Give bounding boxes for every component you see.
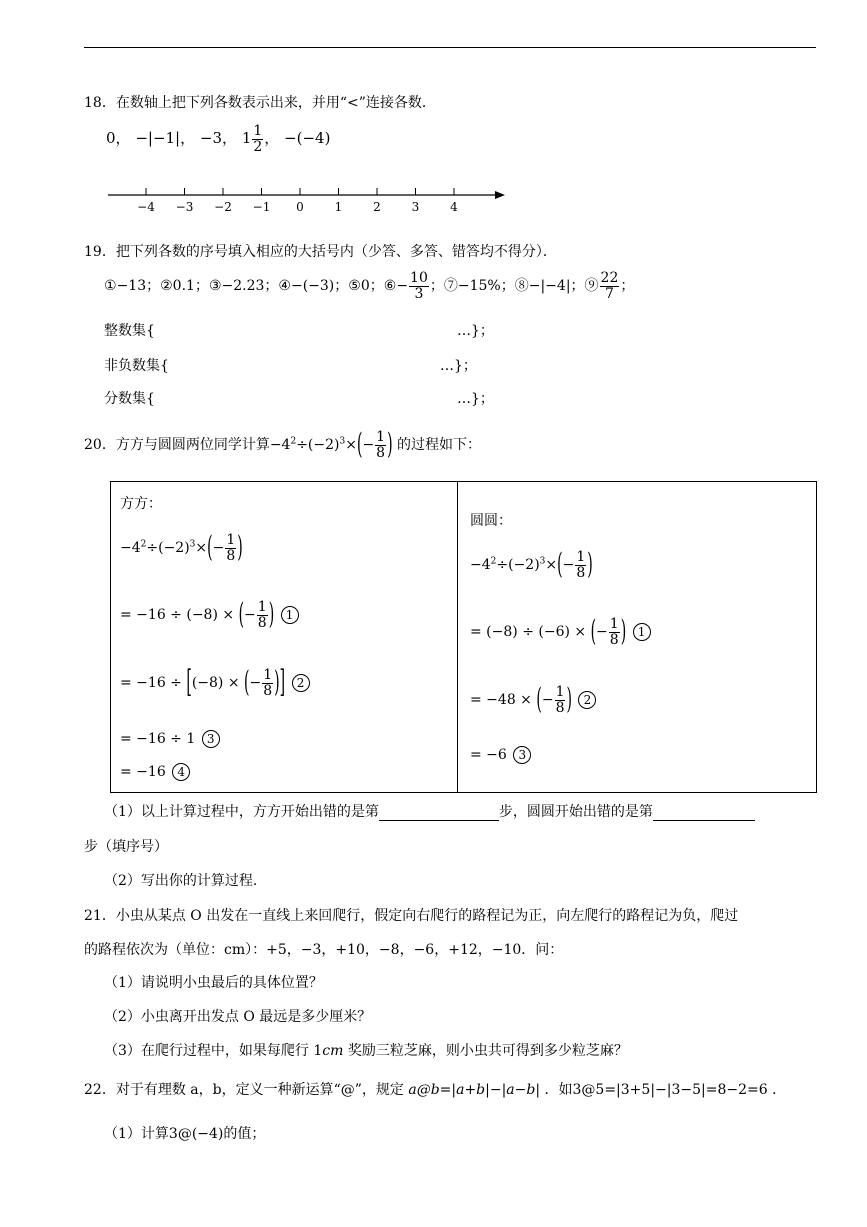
tick-label: 2 — [373, 200, 381, 214]
q18-numbers: 0， −|−1|， −3， 1 $\frac{1}{2}$ ， −(−4) — [106, 123, 331, 155]
q22-line: 22．对于有理数 a，b，定义一种新运算“@”，规定 a@b=|a+b|−|a−b| ．如3@5=|3+5|−|3−5|=8−2=6 ． — [84, 1082, 787, 1098]
yuanyuan-step0: $-4^2\div(-2)^3\times(-$ $\frac{1}{8}$ ) — [470, 548, 593, 582]
tick-label: 4 — [450, 200, 458, 214]
tick-label: 3 — [411, 200, 420, 214]
q21-line2: 的路程依次为（单位：cm）：+5，−3，+10，−8，−6，+12，−10．问： — [84, 942, 564, 958]
fangfang-step3: = −16 ÷ 1 3 — [120, 730, 222, 748]
tick-label: −3 — [175, 200, 194, 214]
set-integer-end: …}； — [457, 323, 494, 339]
tick-label: −1 — [252, 200, 271, 214]
q21-sub3: （3）在爬行过程中，如果每爬行 1cm 奖励三粒芝麻，则小虫共可得到多少粒芝麻？ — [104, 1043, 628, 1059]
q22-sub1: （1）计算3@(−4)的值； — [104, 1126, 266, 1142]
number-line — [100, 185, 510, 215]
tick-label: −4 — [137, 200, 155, 214]
q19-items: ①−13；②0.1；③−2.23；④−(−3)；⑤0；⑥− $\frac{10}{3}$ ；⑦−15%；⑧−|−4|；⑨ $\frac{22}{7}$ ； — [104, 270, 635, 302]
set-fraction-end: …}； — [457, 391, 494, 407]
tick-label: −2 — [214, 200, 232, 214]
q21-line1: 21．小虫从某点 O 出发在一直线上来回爬行，假定向右爬行的路程记为正，向左爬行的路程记为负，爬过 — [84, 908, 739, 924]
yuanyuan-label: 圆圆： — [470, 513, 512, 529]
q19-title: 19．把下列各数的序号填入相应的大括号内（少答、多答、错答均不得分）． — [84, 244, 557, 260]
q20-sub1: （1）以上计算过程中，方方开始出错的是第 步，圆圆开始出错的是第 — [104, 801, 755, 821]
q18-title: 18．在数轴上把下列各数表示出来，并用“<”连接各数． — [84, 95, 436, 111]
yuanyuan-step3: = −6 3 — [470, 746, 533, 764]
set-fraction-label: 分数集{ — [104, 391, 155, 407]
q20-sub2: （2）写出你的计算过程. — [104, 873, 258, 889]
fangfang-step1: = −16 ÷ (−8) × (− $\frac{1}{8}$ ) 1 — [120, 600, 301, 630]
q20-sub1-tail: 步（填序号） — [84, 839, 168, 855]
answer-blank-2[interactable] — [653, 804, 755, 821]
q21-sub2: （2）小虫离开出发点 O 最远是多少厘米？ — [104, 1009, 372, 1025]
tick-label: 0 — [296, 200, 304, 214]
fangfang-step0: $-4^2\div(-2)^3\times(-$ $\frac{1}{8}$ ) — [120, 531, 243, 565]
set-integer-label: 整数集{ — [104, 323, 155, 339]
q21-sub1: （1）请说明小虫最后的具体位置？ — [104, 975, 323, 991]
header-rule — [84, 47, 816, 48]
tick-label: 1 — [334, 200, 343, 214]
set-nonneg-end: …}； — [440, 358, 477, 374]
answer-blank-1[interactable] — [379, 804, 499, 821]
fangfang-step2: = −16 ÷ [(−8) × (− $\frac{1}{8}$ )] 2 — [120, 668, 312, 698]
yuanyuan-step1: = (−8) ÷ (−6) × (− $\frac{1}{8}$ ) 1 — [470, 617, 653, 647]
fangfang-step4: = −16 4 — [120, 763, 192, 781]
q20-title: 20．方方与圆圆两位同学计算$-4^2\div(-2)^3\times(-$ $\frac{1}{8}$ ) 的过程如下： — [84, 428, 482, 462]
fangfang-label: 方方： — [120, 496, 162, 512]
set-nonneg-label: 非负数集{ — [104, 358, 169, 374]
yuanyuan-step2: = −48 × (− $\frac{1}{8}$ ) 2 — [470, 685, 598, 715]
